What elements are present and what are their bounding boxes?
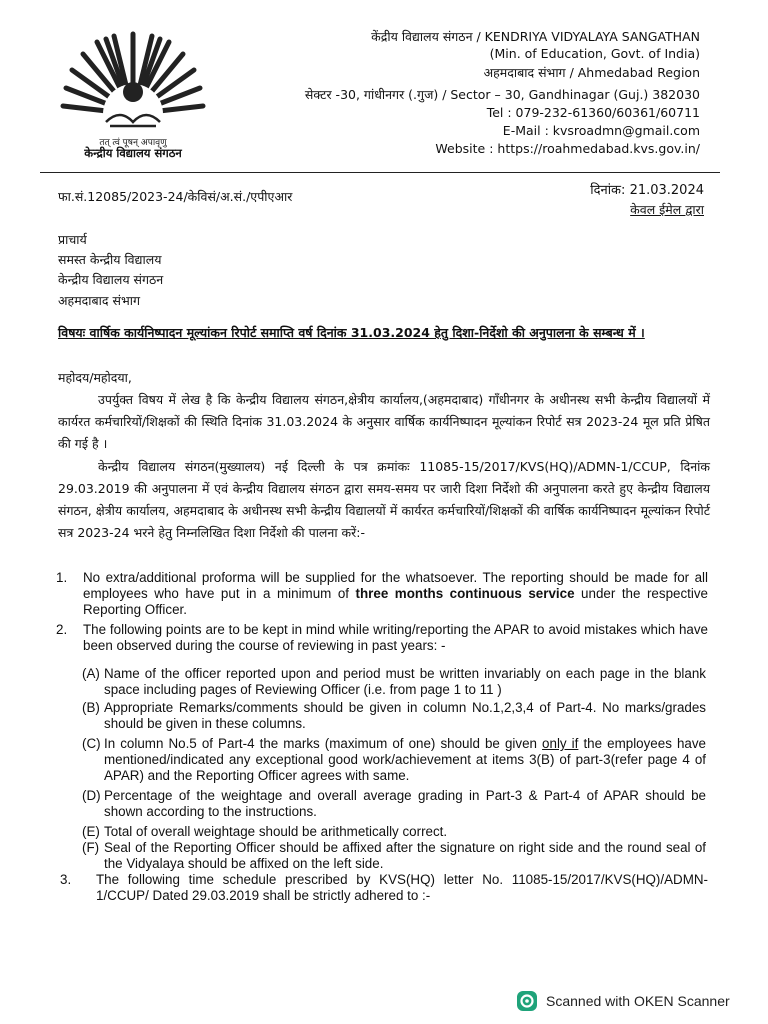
list-item: [83, 570, 708, 618]
date-value: 21.03.2024: [629, 183, 704, 198]
list-number: 3.: [60, 872, 72, 887]
letter-date: [590, 180, 704, 198]
salutation: महोदय/महोदया,: [58, 370, 132, 385]
file-number: फा.सं.12085/2023-24/केविसं/अ.सं./एपीएआर: [58, 189, 293, 204]
body-paragraph: उपर्युक्त विषय में लेख है कि केन्द्रीय विद्यालय संगठन,क्षेत्रीय कार्यालय,(अहमदाबाद) गाँधीनगर के अधीनस्थ सभी केन्द्रीय विद्यालयों में कार्यरत कर्मचारियों/शिक्षकों की स्थिति दिनांक 31.03.2024 के अनुसार वार्षिक कार्यनिष्पादन मूल्यांकन रिपोर्ट सत्र 2023-24 मूल प्रति प्रेषित की गई है ।: [58, 392, 710, 451]
sub-item-label: (A): [82, 666, 100, 681]
sub-item-underlined: only if: [542, 736, 579, 751]
sub-item-text: Name of the officer reported upon and period must be written invariably on each page in the blank space including pages of Reviewing Officer (i.e. from page 1 to 11 ): [104, 666, 706, 697]
date-label: दिनांक:: [590, 183, 626, 198]
sub-item-text: Total of overall weightage should be arithmetically correct.: [104, 824, 448, 839]
sub-item-label: (E): [82, 824, 100, 839]
scanner-watermark: [516, 990, 730, 1012]
letterhead-org-name: केंद्रीय विद्यालय संगठन / KENDRIYA VIDYALAYA SANGATHAN: [371, 29, 700, 44]
sub-item-label: (D): [82, 788, 101, 803]
letterhead-website: Website : https://roahmedabad.kvs.gov.in/: [435, 141, 700, 156]
sub-item-label: (F): [82, 840, 100, 855]
list-item: The following time schedule prescribed by KVS(HQ) letter No. 11085-15/2017/KVS(HQ)/ADMN-1/CCUP/ Dated 29.03.2019 shall be strictly adhered to :-: [96, 872, 708, 903]
list-number: 2.: [56, 622, 68, 637]
sub-item-text: Seal of the Reporting Officer should be affixed after the signature on right side and the round seal of the Vidyalaya should be affixed on the left side.: [104, 840, 706, 871]
logo-motto: तत् त्वं पूषन् अपावृणु: [99, 138, 167, 148]
list-number: 1.: [56, 570, 68, 585]
list-item-text: under the respective Reporting Officer.: [83, 586, 708, 617]
list-item: The following points are to be kept in mind while writing/reporting the APAR to avoid mistakes which have been observed during the course of reviewing in past years: -: [83, 622, 708, 653]
addressee-line: समस्त केन्द्रीय विद्यालय: [58, 252, 162, 267]
sub-item-label: (C): [82, 736, 101, 751]
delivery-mode: केवल ईमेल द्वारा: [630, 202, 704, 217]
letterhead-ministry: (Min. of Education, Govt. of India): [489, 46, 700, 61]
sub-item-text: Percentage of the weightage and overall average grading in Part-3 & Part-4 of APAR should be shown according to the instructions.: [104, 788, 706, 819]
letter-subject: विषयः वार्षिक कार्यनिष्पादन मूल्यांकन रिपोर्ट समाप्ति वर्ष दिनांक 31.03.2024 हेतु दिशा-निर्देशो की अनुपालना के सम्बन्ध में ।: [58, 325, 645, 340]
sunburst-logo-icon: [58, 22, 208, 134]
sub-item-text: [104, 736, 706, 784]
sub-item-text-part: In column No.5 of Part-4 the marks (maximum of one) should be given: [104, 736, 543, 751]
addressee-line: केन्द्रीय विद्यालय संगठन: [58, 272, 164, 287]
scanner-label: Scanned with OKEN Scanner: [546, 993, 730, 1009]
letterhead-email: E-Mail : kvsroadmn@gmail.com: [502, 123, 700, 138]
sub-item-text: Appropriate Remarks/comments should be given in column No.1,2,3,4 of Part-4. No marks/grades should be given in these columns.: [104, 700, 706, 731]
body-paragraph: केन्द्रीय विद्यालय संगठन(मुख्यालय) नई दिल्ली के पत्र क्रमांकः 11085-15/2017/KVS(HQ)/ADMN-1/CCUP, दिनांक 29.03.2019 की अनुपालना में एवं केन्द्रीय विद्यालय संगठन द्वारा समय-समय पर जारी दिशा निर्देशो की अनुपालना करते हुए केन्द्रीय विद्यालय संगठन, क्षेत्रीय कार्यालय, अहमदाबाद के अधीनस्थ सभी केन्द्रीय विद्यालयों में कार्यरत कर्मचारियों/शिक्षकों की वार्षिक कार्यनिष्पादन मूल्यांकन रिपोर्ट सत्र 2023-24 भरने हेतु निम्नलिखित दिशा निर्देशो की पालना करें:-: [58, 459, 710, 540]
kvs-logo: [58, 22, 208, 164]
addressee-line: अहमदाबाद संभाग: [58, 293, 141, 308]
list-item-text: No extra/additional proforma will be supplied for the whatsoever. The reporting should be made for all employees who have put in a minimum of: [83, 570, 708, 601]
scanner-logo-icon: [516, 990, 538, 1012]
sub-item-label: (B): [82, 700, 100, 715]
letterhead-address: सेक्टर -30, गांधीनगर (.गुज) / Sector – 30, Gandhinagar (Guj.) 382030: [304, 87, 700, 102]
header-divider: [40, 172, 720, 173]
logo-org-name: केन्द्रीय विद्यालय संगठन: [84, 146, 182, 160]
letterhead-region: अहमदाबाद संभाग / Ahmedabad Region: [483, 65, 700, 80]
addressee-line: प्राचार्य: [58, 232, 87, 247]
sub-item-text-part: the employees have mentioned/indicated any exceptional good work/achievement at items 3(B) of part-3(refer page 4 of APAR) and the Reporting Officer agrees with same.: [104, 736, 707, 783]
list-item-emphasis: three months continuous service: [355, 586, 575, 601]
letterhead-phone: Tel : 079-232-61360/60361/60711: [486, 105, 700, 120]
